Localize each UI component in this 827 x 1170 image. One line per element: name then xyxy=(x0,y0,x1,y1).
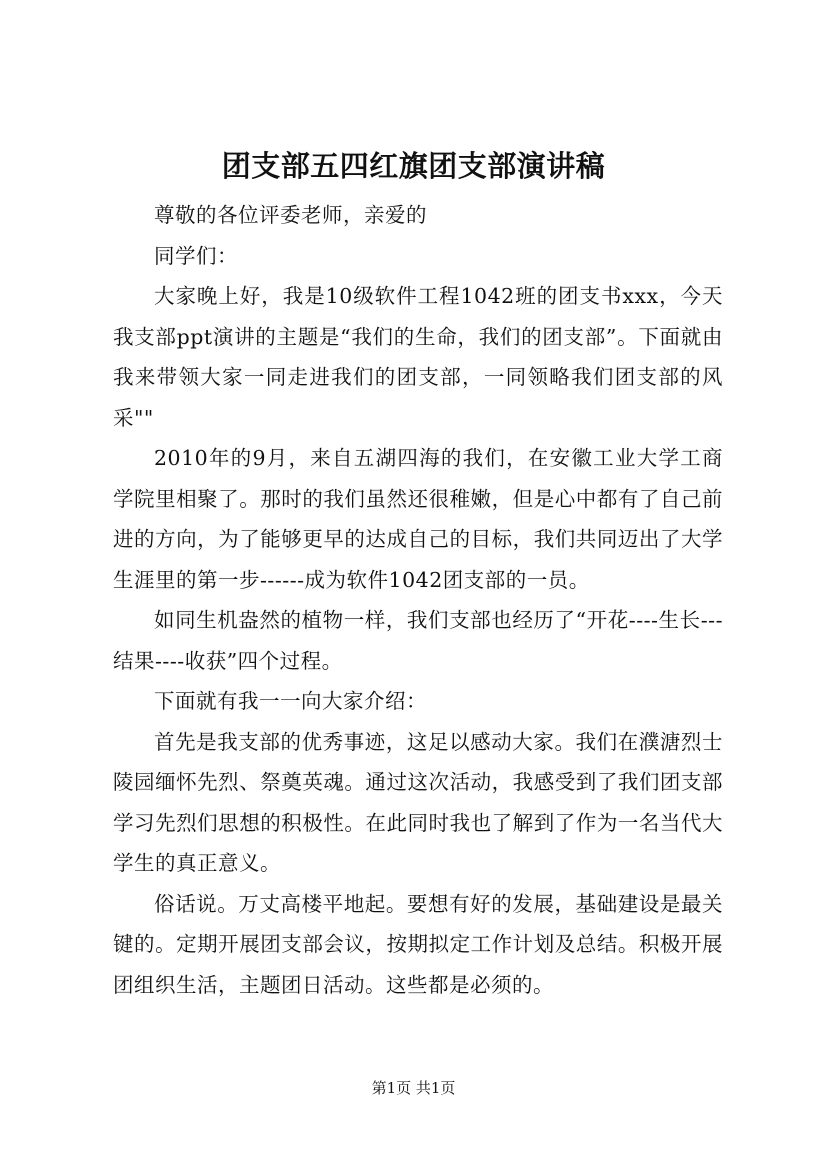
paragraph-deeds: 首先是我支部的优秀事迹，这足以感动大家。我们在濮溏烈士陵园缅怀先烈、祭奠英魂。通过这次活动，我感受到了我们团支部学习先烈们思想的积极性。在此同时我也了解到了作为一名当代大学生的真正意义。 xyxy=(113,729,723,875)
salutation-line-1: 尊敬的各位评委老师，亲爱的 xyxy=(154,203,427,227)
paragraph-foundation: 俗话说。万丈高楼平地起。要想有好的发展，基础建设是最关键的。定期开展团支部会议，按期拟定工作计划及总结。积极开展团组织生活，主题团日活动。这些都是必须的。 xyxy=(113,891,723,997)
paragraph-greeting: 大家晚上好，我是10级软件工程1042班的团支书xxx，今天我支部ppt演讲的主题是“我们的生命，我们的团支部”。下面就由我来带领大家一同走进我们的团支部，一同领略我们团支部的风采"" xyxy=(113,284,723,430)
paragraph-history: 2010年的9月，来自五湖四海的我们，在安徽工业大学工商学院里相聚了。那时的我们虽然还很稚嫩，但是心中都有了自己前进的方向，为了能够更早的达成自己的目标，我们共同迈出了大学生涯里的第一步------成为软件1042团支部的一员。 xyxy=(113,446,723,592)
paragraph-intro: 下面就有我一一向大家介绍： xyxy=(154,689,427,713)
document-body xyxy=(113,195,723,1005)
salutation-line-2: 同学们： xyxy=(154,243,238,268)
document-title: 团支部五四红旗团支部演讲稿 xyxy=(221,149,606,183)
paragraph-growth: 如同生机盎然的植物一样，我们支部也经历了“开花----生长---结果----收获”四个过程。 xyxy=(113,608,723,673)
page-footer: 第1页 共1页 xyxy=(371,1079,456,1097)
